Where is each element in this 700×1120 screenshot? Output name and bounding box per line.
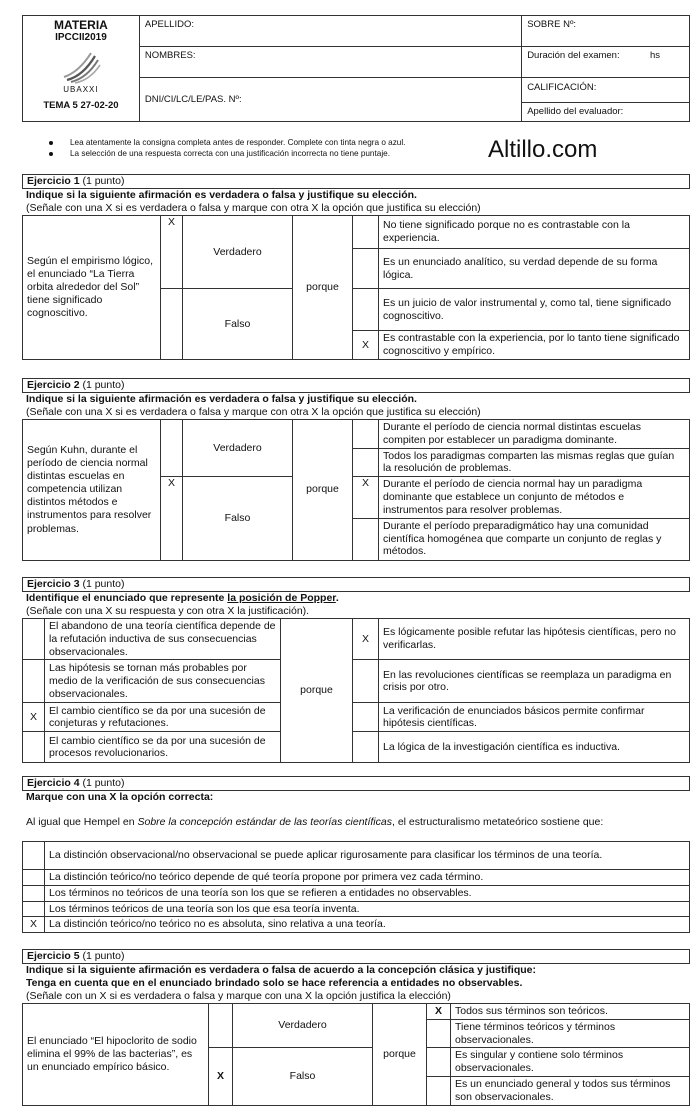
because-label: porque [293,420,353,561]
answer-table [22,841,690,933]
option-text: La distinción observacional/no observacional se puede aplicar rigurosamente para clasificar los términos de una teoría. [45,842,690,870]
true-mark-box[interactable] [161,420,183,477]
false-label: Falso [183,477,293,560]
exercise-instruction: Identifique el enunciado que represente la posición de Popper. [26,592,339,604]
false-mark-box[interactable] [161,289,183,360]
option-text: Es un enunciado general y todos sus términos son observacionales. [451,1076,690,1105]
option-mark-box[interactable] [23,885,45,901]
option-text: Durante el período preparadigmático hay una comunidad científica homogénea que comparte un conjunto de reglas y métodos. [379,518,690,560]
option-text: Los términos no teóricos de una teoría son los que se refieren a entidades no observables. [45,885,690,901]
exercise-4 [22,776,690,933]
answer-table [22,215,690,360]
duration-field[interactable] [522,47,690,78]
option-text: Tiene términos teóricos y términos observacionales. [451,1019,690,1048]
surname-field[interactable]: APELLIDO: [139,16,521,47]
justification-text: La lógica de la investigación científica es inductiva. [379,732,690,763]
option-mark-box[interactable]: X [353,477,379,518]
exercise-note: (Señale con un X si es verdadera o falsa y marque con una X la opción justifica la elección) [26,990,451,1002]
option-text: El abandono de una teoría científica depende de la refutación inductiva de sus consecuencias observacionales. [45,619,281,660]
document-number-field[interactable]: DNI/CI/LC/LE/PAS. Nº: [139,78,521,122]
false-mark-box[interactable]: X [209,1048,233,1105]
statement-cell: El enunciado “El hipoclorito de sodio elimina el 99% de las bacterias”, es un enunciado empírico básico. [23,1004,209,1106]
because-label: porque [293,216,353,360]
grade-field[interactable]: CALIFICACIÓN: [522,78,689,103]
instructions-list [46,137,486,159]
false-label: Falso [233,1048,373,1105]
statement-cell: Según el empirismo lógico, el enunciado “La Tierra orbita alrededor del Sol” tiene significado cognoscitivo. [23,216,161,360]
justification-mark-box[interactable] [353,732,379,763]
hours-unit: hs [649,50,660,62]
exercise-title: Ejercicio 3 (1 punto) [22,577,690,592]
option-text: El cambio científico se da por una sucesión de conjeturas y refutaciones. [45,703,281,732]
exercise-note: (Señale con una X si es verdadera o falsa y marque con otra X la opción que justifica su elección) [26,406,481,418]
option-mark-box[interactable] [353,420,379,449]
exercise-title: Ejercicio 4 (1 punto) [22,776,690,791]
true-mark-box[interactable]: X [161,216,183,289]
false-mark-box[interactable]: X [161,477,183,560]
option-mark-box[interactable] [353,448,379,477]
true-mark-box[interactable] [209,1004,233,1048]
instruction-item: Lea atentamente la consigna completa antes de responder. Complete con tinta negra o azul. [46,137,486,148]
uba-xxi-logo-icon [61,50,101,84]
justification-mark-box[interactable] [353,660,379,703]
subject-cell [23,16,140,122]
option-text: Todos sus términos son teóricos. [451,1004,690,1020]
option-text: Es singular y contiene solo términos observacionales. [451,1048,690,1077]
justification-text: En las revoluciones científicas se reemplaza un paradigma en crisis por otro. [379,660,690,703]
instruction-item: La selección de una respuesta correcta con una justificación incorrecta no tiene puntaje. [46,148,486,159]
option-mark-box[interactable]: X [353,331,379,360]
answer-table [22,618,690,763]
exercise-3 [22,577,690,763]
exercise-note: (Señale con una X si es verdadera o falsa y marque con otra X la opción que justifica su elección) [26,202,481,214]
subject-label: MATERIA [54,18,108,32]
option-text: Las hipótesis se tornan más probables por medio de la verificación de sus consecuencias observacionales. [45,660,281,703]
exercise-instruction: Marque con una X la opción correcta: [26,791,214,803]
option-text: No tiene significado porque no es contrastable con la experiencia. [379,216,690,249]
option-text: Todos los paradigmas comparten las mismas reglas que guían la resolución de problemas. [379,448,690,477]
because-label: porque [281,619,353,763]
exercise-instruction: Indique si la siguiente afirmación es verdadera o falsa y justifique su elección. [26,393,417,405]
justification-mark-box[interactable]: X [353,619,379,660]
exercise-2 [22,378,690,561]
option-mark-box[interactable] [23,619,45,660]
because-label: porque [373,1004,427,1106]
exam-version: TEMA 5 27-02-20 [43,100,119,112]
option-mark-box[interactable] [353,518,379,560]
exercise-title: Ejercicio 5 (1 punto) [22,949,690,964]
duration-label: Duración del examen: [527,50,620,62]
exercise-instruction: Indique si la siguiente afirmación es verdadera o falsa de acuerdo a la concepción clásica y justifique: [26,964,537,976]
option-mark-box[interactable] [23,901,45,917]
watermark: Altillo.com [488,136,598,163]
option-mark-box[interactable] [353,216,379,249]
exercise-instruction: Indique si la siguiente afirmación es verdadera o falsa y justifique su elección. [26,189,417,201]
option-mark-box[interactable] [353,249,379,289]
envelope-number-field[interactable]: SOBRE Nº: [522,16,690,47]
option-text: Es un enunciado analítico, su verdad depende de su forma lógica. [379,249,690,289]
exercise-1 [22,174,690,360]
true-label: Verdadero [183,216,293,289]
grade-cell [522,78,690,122]
option-text: Los términos teóricos de una teoría son los que esa teoría inventa. [45,901,690,917]
exercise-instruction: Tenga en cuenta que en el enunciado brindado solo se hace referencia a entidades no observables. [26,977,523,989]
answer-table [22,1003,690,1106]
option-text: Es un juicio de valor instrumental y, como tal, tiene significado cognoscitivo. [379,289,690,331]
option-mark-box[interactable] [353,289,379,331]
option-mark-box[interactable]: X [23,703,45,732]
true-label: Verdadero [233,1004,373,1048]
justification-mark-box[interactable] [353,703,379,732]
option-text: Es contrastable con la experiencia, por lo tanto tiene significado cognoscitivo y empírico. [379,331,690,360]
option-text: Durante el período de ciencia normal hay un paradigma dominante que establece un conjunto de métodos e instrumentos para resolver problemas. [379,477,690,518]
option-mark-box[interactable] [23,732,45,763]
names-field[interactable]: NOMBRES: [139,47,521,78]
true-label: Verdadero [183,420,293,477]
exercise-title: Ejercicio 2 (1 punto) [22,378,690,393]
false-label: Falso [183,289,293,360]
justification-text: Es lógicamente posible refutar las hipótesis científicas, pero no verificarlas. [379,619,690,660]
option-mark-box[interactable]: X [427,1004,451,1020]
evaluator-field[interactable]: Apellido del evaluador: [527,106,624,118]
exercise-title: Ejercicio 1 (1 punto) [22,174,690,189]
option-mark-box[interactable] [427,1076,451,1105]
exam-header [22,15,690,122]
option-mark-box[interactable] [427,1019,451,1048]
option-text: La distinción teórico/no teórico depende de qué teoría propone por primera vez cada término. [45,870,690,886]
subject-code: IPCCII2019 [55,32,107,44]
exercise-note: (Señale con una X su respuesta y con otra X la justificación). [26,605,310,617]
option-mark-box[interactable]: X [23,917,45,933]
option-mark-box[interactable] [23,842,45,870]
option-mark-box[interactable] [23,870,45,886]
option-text: Durante el período de ciencia normal distintas escuelas compiten por establecer un paradigma dominante. [379,420,690,449]
option-text: El cambio científico se da por una sucesión de procesos revolucionarios. [45,732,281,763]
option-text: La distinción teórico/no teórico no es absoluta, sino relativa a una teoría. [45,917,690,933]
option-mark-box[interactable] [23,660,45,703]
exercise-5 [22,949,690,1106]
option-mark-box[interactable] [427,1048,451,1077]
exercise-prompt: Al igual que Hempel en Sobre la concepción estándar de las teorías científicas, el estructuralismo metateórico sostiene que: [26,816,604,828]
answer-table [22,419,690,561]
justification-text: La verificación de enunciados básicos permite confirmar hipótesis científicas. [379,703,690,732]
logo-text: UBAXXI [63,84,99,94]
statement-cell: Según Kuhn, durante el período de ciencia normal distintas escuelas en competencia utilizan distintos métodos e instrumentos para resolver problemas. [23,420,161,561]
